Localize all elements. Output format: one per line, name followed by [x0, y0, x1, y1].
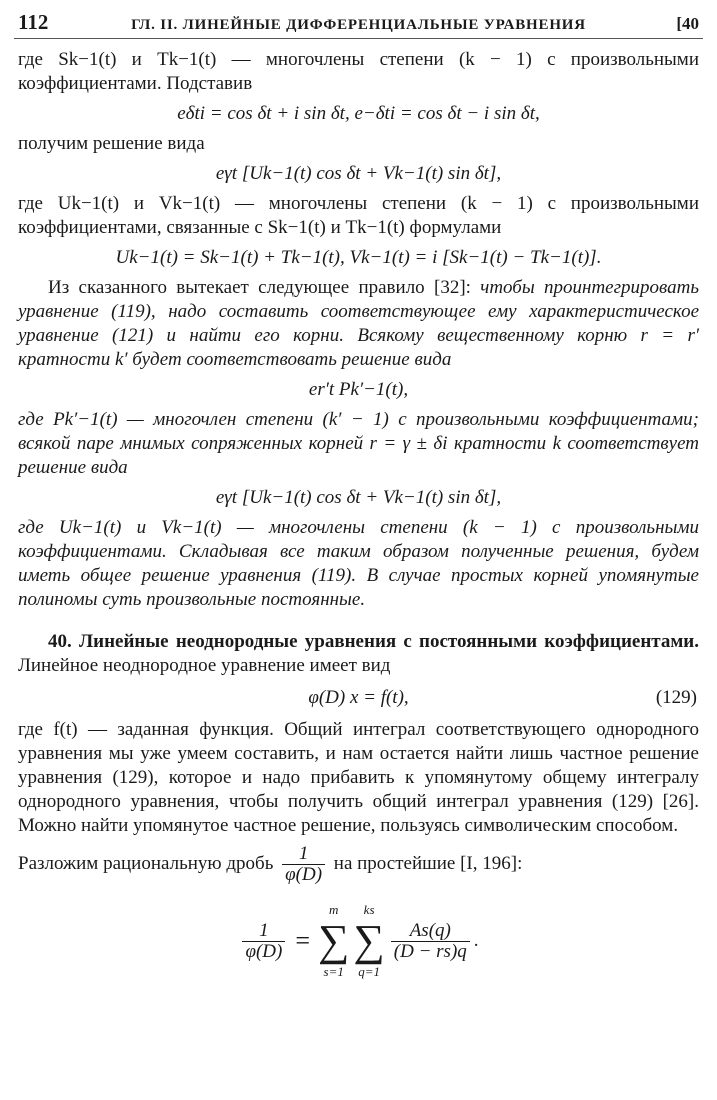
- page-body: [18, 48, 699, 981]
- fraction-numerator: As(q): [391, 921, 470, 942]
- sum-inner: [353, 901, 384, 981]
- sum-upper-limit: ks: [363, 902, 375, 917]
- sigma-icon: ∑: [318, 916, 350, 965]
- fraction-denominator: (D − rs)q: [393, 940, 467, 962]
- section-intro: Линейное неоднородное уравнение имеет вид: [18, 655, 391, 676]
- section-number: [40: [676, 14, 699, 33]
- equation-129: [18, 686, 699, 710]
- formula-complex-root: eγt [Uk−1(t) cos δt + Vk−1(t) sin δt],: [215, 487, 502, 508]
- equation-number: (129): [655, 687, 697, 708]
- section-title: 40. Линейные неоднородные уравнения с постоянными коэффициентами.: [48, 631, 699, 652]
- paragraph: где Sk−1(t) и Tk−1(t) — многочлены степени (k − 1) с произвольными коэффициентами. Подставив: [18, 49, 699, 94]
- chapter-title: ГЛ. II. ЛИНЕЙНЫЕ ДИФФЕРЕНЦИАЛЬНЫЕ УРАВНЕНИЯ: [131, 17, 586, 33]
- fraction-denominator: φ(D): [245, 940, 283, 962]
- page-number: 112: [18, 10, 49, 34]
- formula-solution-form: eγt [Uk−1(t) cos δt + Vk−1(t) sin δt],: [215, 163, 502, 184]
- fraction-numerator: 1: [242, 921, 285, 942]
- rule-intro: Из сказанного вытекает следующее правило [32]:: [48, 277, 481, 298]
- period: .: [473, 930, 479, 951]
- formula-relations: Uk−1(t) = Sk−1(t) + Tk−1(t), Vk−1(t) = i [Sk−1(t) − Tk−1(t)].: [115, 247, 602, 268]
- paragraph: где f(t) — заданная функция. Общий интеграл соответствующего однородного уравнения мы уже умеем составить, и нам остается найти лишь частное решение уравнения (129), которое и надо прибавить к упомянутому общему интегралу однородного уравнения, чтобы получить общий интеграл уравнения (129) [26]. Можно найти упомянутое частное решение, пользуясь символическим способом.: [18, 719, 699, 836]
- sum-upper-limit: m: [329, 902, 339, 917]
- fraction-numerator: 1: [282, 844, 325, 865]
- paragraph-italic: где Uk−1(t) и Vk−1(t) — многочлены степени (k − 1) с произвольными коэффициентами. Складывая все таким образом полученные решения, будем иметь общее решение уравнения (119). В случае простых корней упомянутые полиномы суть произвольные постоянные.: [18, 517, 699, 610]
- inline-fraction: [282, 844, 325, 885]
- equation-body: φ(D) x = f(t),: [308, 687, 409, 708]
- paragraph-rule: [18, 276, 699, 372]
- fraction-denominator: φ(D): [285, 864, 323, 885]
- sum-lower-limit: s=1: [323, 964, 344, 979]
- text-segment: на простейшие [I, 196]:: [333, 852, 523, 874]
- text-segment: Разложим рациональную дробь: [18, 852, 279, 874]
- spacer: [18, 612, 699, 630]
- lhs-fraction: [242, 921, 285, 962]
- formula-partial-fractions: [18, 901, 699, 981]
- rule-text: чтобы проинтегрировать уравнение (119), надо составить соответствующее ему характеристическое уравнение (121) и найти его корни. Всякому вещественному корню r = r′ кратности k′ будет соответствовать решение вида: [18, 277, 700, 370]
- running-header: [14, 10, 703, 39]
- sigma-icon: ∑: [353, 916, 385, 965]
- paragraph: получим решение вида: [18, 133, 205, 154]
- paragraph-decompose: [18, 844, 699, 885]
- paragraph-italic: где Pk′−1(t) — многочлен степени (k′ − 1) с произвольными коэффициентами; всякой паре мнимых сопряженных корней r = γ ± δi кратности k соответствует решение вида: [18, 409, 699, 478]
- sum-lower-limit: q=1: [358, 964, 380, 979]
- equals-sign: =: [295, 926, 311, 955]
- paragraph: где Uk−1(t) и Vk−1(t) — многочлены степени (k − 1) с произвольными коэффициентами, связанные с Sk−1(t) и Tk−1(t) формулами: [18, 193, 699, 238]
- section-heading-paragraph: [18, 630, 699, 678]
- formula-real-root: er′t Pk′−1(t),: [308, 379, 409, 400]
- rhs-fraction: [391, 921, 470, 962]
- sum-outer: [318, 901, 349, 981]
- formula-euler: eδti = cos δt + i sin δt, e−δti = cos δt − i sin δt,: [177, 103, 540, 124]
